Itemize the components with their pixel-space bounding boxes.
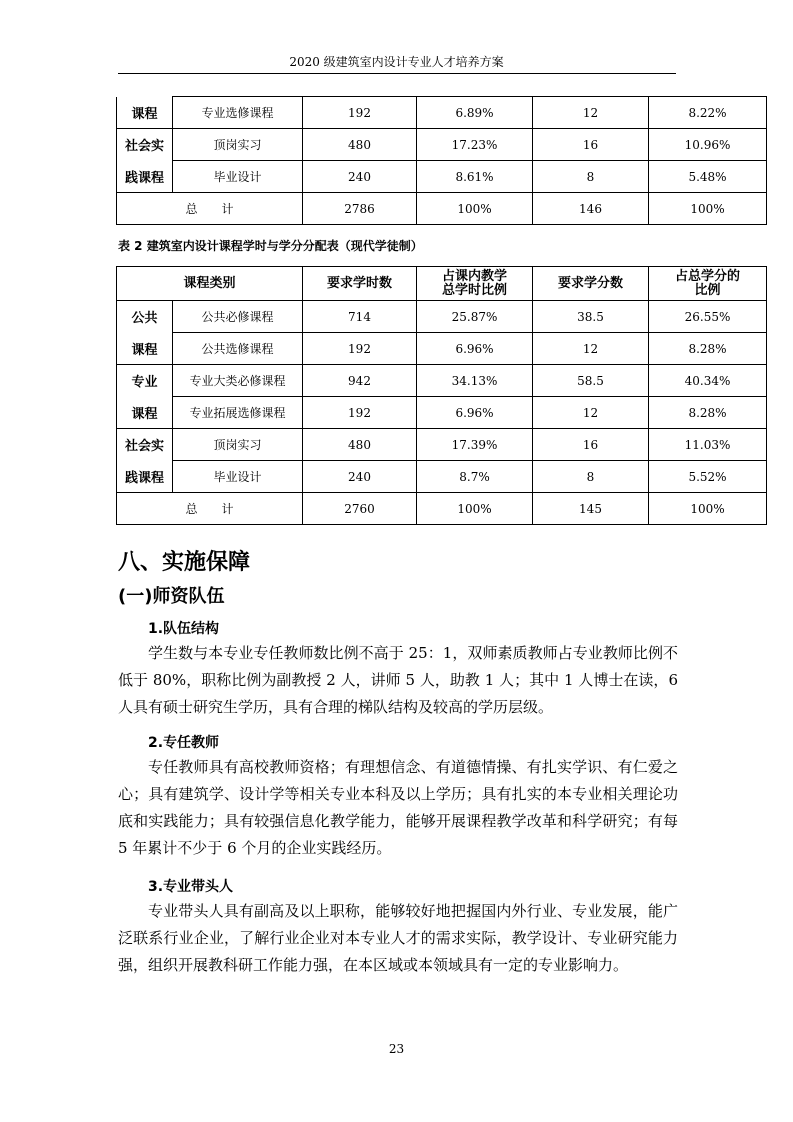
course-cell: 毕业设计 [173,461,303,493]
paragraph-team-structure: 学生数与本专业专任教师数比例不高于 25：1，双师素质教师占专业教师比例不低于 80%，职称比例为副教授 2 人，讲师 5 人，助教 1 人；其中 1 人博士在读，6 人具有硕士研究生学历，具有合理的梯队结构及较高的学历层级。 [118,644,678,716]
table-2-caption: 表 2 建筑室内设计课程学时与学分分配表（现代学徒制） [118,239,423,253]
category-cell: 践课程 [117,461,173,493]
table-row [117,397,767,429]
total-hours-cell: 2760 [303,493,417,525]
hours-cell: 192 [303,397,417,429]
credits-cell: 12 [533,333,649,365]
credits-cell: 8 [533,461,649,493]
hours-cell: 192 [303,333,417,365]
hours-cell: 240 [303,161,417,193]
hours-cell: 192 [303,97,417,129]
total-credits-cell: 145 [533,493,649,525]
category-cell: 专业 [117,365,173,397]
credits-pct-cell: 8.22% [649,97,767,129]
category-cell: 社会实 [117,129,173,161]
category-cell: 社会实 [117,429,173,461]
total-credits-pct-cell: 100% [649,493,767,525]
hours-pct-cell: 17.39% [417,429,533,461]
paragraph-full-time-teachers: 专任教师具有高校教师资格；有理想信念、有道德情操、有扎实学识、有仁爱之心；具有建筑学、设计学等相关专业本科及以上学历；具有扎实的本专业相关理论功底和实践能力；具有较强信息化教学能力，能够开展课程教学改革和科学研究；有每 5 年累计不少于 6 个月的企业实践经历。 [118,758,678,857]
hours-pct-cell: 25.87% [417,301,533,333]
running-header: 2020 级建筑室内设计专业人才培养方案 [289,55,504,69]
course-cell: 专业选修课程 [173,97,303,129]
course-cell: 顶岗实习 [173,429,303,461]
credits-cell: 8 [533,161,649,193]
item-title-team-structure: 1.队伍结构 [148,621,220,637]
total-credits-cell: 146 [533,193,649,225]
table-row [117,429,767,461]
table-row [117,161,767,193]
credits-pct-cell: 5.48% [649,161,767,193]
table-header-row [117,267,767,301]
credits-pct-cell: 8.28% [649,333,767,365]
table-row [117,129,767,161]
course-cell: 专业拓展选修课程 [173,397,303,429]
category-cell: 课程 [117,397,173,429]
course-cell: 专业大类必修课程 [173,365,303,397]
header-credits-pct-line1: 占总学分的 [674,268,740,284]
credits-cell: 16 [533,129,649,161]
table-row [117,301,767,333]
credits-cell: 12 [533,397,649,429]
credits-pct-cell: 8.28% [649,397,767,429]
table-total-row [117,193,767,225]
hours-cell: 942 [303,365,417,397]
credits-pct-cell: 10.96% [649,129,767,161]
table-row [117,365,767,397]
credits-pct-cell: 11.03% [649,429,767,461]
header-hours: 要求学时数 [303,267,417,301]
header-rule [118,73,676,74]
hours-pct-cell: 8.7% [417,461,533,493]
subsection-heading: (一)师资队伍 [118,586,225,607]
hours-cell: 480 [303,429,417,461]
hours-cell: 480 [303,129,417,161]
credits-pct-cell: 5.52% [649,461,767,493]
hours-pct-cell: 34.13% [417,365,533,397]
paragraph-program-leader: 专业带头人具有副高及以上职称，能够较好地把握国内外行业、专业发展，能广泛联系行业企业，了解行业企业对本专业人才的需求实际，教学设计、专业研究能力强，组织开展教科研工作能力强，在本区域或本领域具有一定的专业影响力。 [118,902,678,974]
hours-cell: 240 [303,461,417,493]
total-hours-cell: 2786 [303,193,417,225]
category-cell: 公共 [117,301,173,333]
header-hours-pct-line1: 占课内教学 [441,268,507,284]
credits-cell: 16 [533,429,649,461]
header-hours-pct [417,267,533,301]
total-hours-pct-cell: 100% [417,193,533,225]
item-title-full-time-teachers: 2.专任教师 [148,735,220,751]
category-cell: 践课程 [117,161,173,193]
table-1-continued [116,96,767,225]
course-cell: 毕业设计 [173,161,303,193]
hours-pct-cell: 8.61% [417,161,533,193]
course-cell: 公共必修课程 [173,301,303,333]
total-label-cell: 总 计 [117,193,303,225]
hours-pct-cell: 6.89% [417,97,533,129]
header-hours-pct-line2: 总学时比例 [441,282,507,298]
total-label-cell: 总 计 [117,493,303,525]
header-credits-pct-line2: 比例 [694,282,721,298]
header-credits: 要求学分数 [533,267,649,301]
table-2 [116,266,767,525]
hours-pct-cell: 6.96% [417,333,533,365]
table-row [117,461,767,493]
total-credits-pct-cell: 100% [649,193,767,225]
category-cell: 课程 [117,97,173,129]
page-number: 23 [388,1042,405,1056]
course-cell: 顶岗实习 [173,129,303,161]
table-row [117,97,767,129]
header-credits-pct [649,267,767,301]
table-row [117,333,767,365]
course-cell: 公共选修课程 [173,333,303,365]
credits-cell: 38.5 [533,301,649,333]
hours-pct-cell: 17.23% [417,129,533,161]
item-title-program-leader: 3.专业带头人 [148,879,234,895]
credits-cell: 12 [533,97,649,129]
table-total-row [117,493,767,525]
section-heading: 八、实施保障 [118,550,251,575]
credits-pct-cell: 40.34% [649,365,767,397]
credits-cell: 58.5 [533,365,649,397]
category-cell: 课程 [117,333,173,365]
credits-pct-cell: 26.55% [649,301,767,333]
header-course-type: 课程类别 [117,267,303,301]
hours-pct-cell: 6.96% [417,397,533,429]
hours-cell: 714 [303,301,417,333]
total-hours-pct-cell: 100% [417,493,533,525]
